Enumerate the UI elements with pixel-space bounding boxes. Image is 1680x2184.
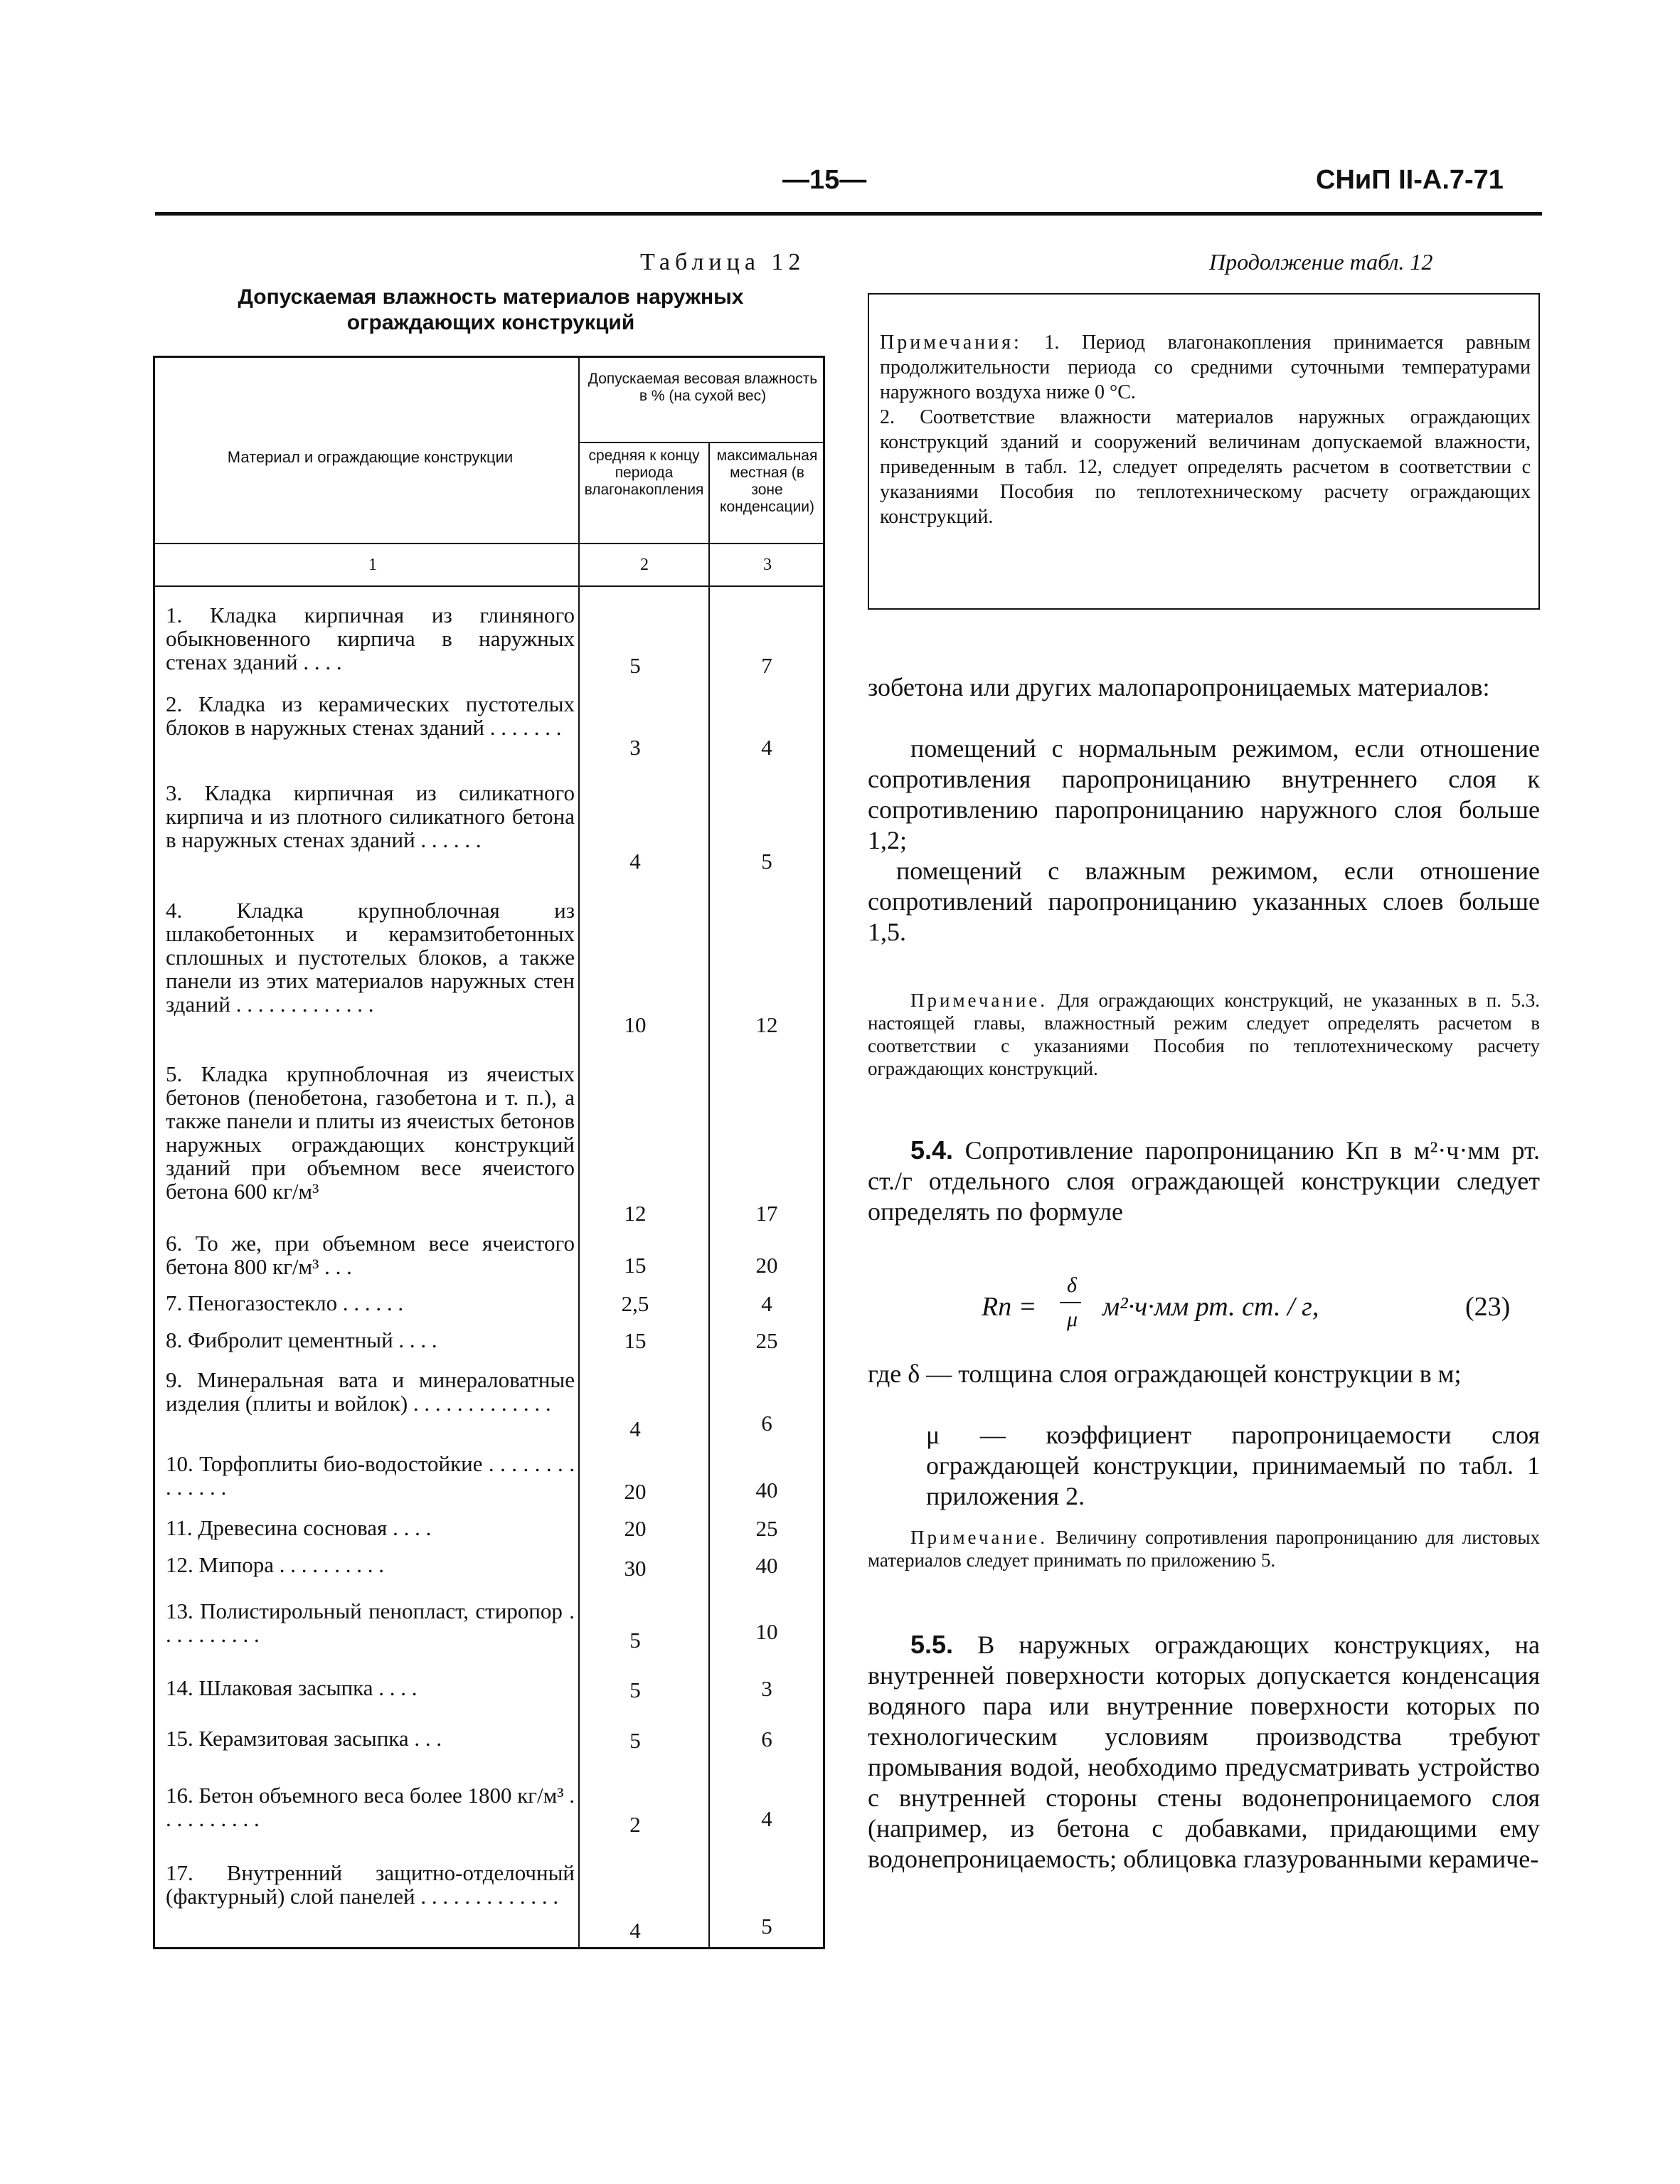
row-max-value: 6: [761, 1411, 772, 1436]
formula-lhs: Rп =: [982, 1292, 1037, 1322]
row-material: 9. Минеральная вата и минераловатные изделия (плиты и войлок) . . . . . . . . . . . . .: [166, 1367, 575, 1416]
row-material: 8. Фибролит цементный . . . .: [166, 1327, 437, 1352]
row-material: 13. Полистирольный пенопласт, стиропор . . . . . . . . . .: [166, 1599, 575, 1647]
row-avg-value: 10: [624, 1012, 647, 1037]
row-max-value: 3: [761, 1676, 772, 1701]
table-continuation-label: Продолжение табл. 12: [1209, 249, 1433, 275]
row-avg-value: 5: [629, 1677, 641, 1702]
colnum-bottom-rule: [155, 585, 824, 587]
table-note-1: [880, 330, 1531, 405]
row-material: 5. Кладка крупноблочная из ячеистых бетонов (пенобетона, газобетона и т. п.), а также панели и плиты из ячеистых бетонов наружных ограждающих конструкций зданий при объемном весе ячеистого бетона 600 кг/м³: [166, 1061, 575, 1204]
row-material: 4. Кладка крупноблочная из шлакобетонных и керамзитобетонных сплошных и пустотелых блоков, а также панели из этих материалов наружных стен зданий . . . . . . . . . . . . .: [166, 898, 575, 1017]
row-max-value: 25: [755, 1328, 778, 1353]
row-max-value: 4: [761, 1806, 772, 1831]
row-avg-value: 3: [629, 735, 641, 760]
row-max-value: 5: [761, 849, 772, 874]
row-avg-value: 5: [629, 1628, 641, 1653]
col-divider-1: [578, 358, 580, 1947]
row-max-value: 4: [761, 735, 772, 760]
col3-header: максимальная местная (в зоне конденсации): [716, 447, 818, 515]
row-material: 3. Кладка кирпичная из силикатного кирпича и из плотного силикатного бетона в наружных стенах зданий . . . . . .: [166, 780, 575, 852]
paragraph-wet-mode: помещений с влажным режимом, если отношение сопротивлений паропроницанию указанных слоев больше 1,5.: [868, 857, 1540, 946]
formula-numerator: δ: [1067, 1273, 1077, 1297]
col-number-1: 1: [368, 556, 377, 574]
row-material: 1. Кладка кирпичная из глиняного обыкновенного кирпича в наружных стенах зданий . . . .: [166, 603, 575, 674]
paragraph-continuation: зобетона или других малопаропроницаемых материалов:: [868, 673, 1490, 701]
col-divider-2: [708, 442, 710, 1947]
row-material: 12. Мипора . . . . . . . . . .: [166, 1552, 385, 1577]
note-5-3-lead: Примечание.: [910, 990, 1048, 1011]
page-number: —15—: [782, 165, 867, 195]
row-material: 6. То же, при объемном весе ячеистого бетона 800 кг/м³ . . .: [166, 1231, 575, 1279]
row-avg-value: 20: [624, 1479, 647, 1504]
group-header: Допускаемая весовая влажность в % (на сухой вес): [588, 371, 818, 404]
formula-units: м²·ч·мм рт. ст. / г,: [1102, 1292, 1319, 1322]
row-max-value: 40: [755, 1478, 778, 1502]
row-max-value: 6: [761, 1727, 772, 1751]
row-max-value: 4: [761, 1291, 772, 1316]
row-max-value: 20: [755, 1253, 778, 1278]
table-note-2: 2. Соответствие влажности материалов наружных ограждающих конструкций зданий и сооружений величинам допускаемой влажности, приведенным в табл. 12, следует определять расчетом в соответствии с указаниями Пособия по теплотехническому расчету ограждающих конструкций.: [880, 406, 1531, 528]
col-number-2: 2: [640, 556, 649, 574]
document-code: СНиП II-А.7-71: [1316, 165, 1504, 195]
row-max-value: 7: [761, 653, 772, 678]
row-avg-value: 2,5: [621, 1291, 649, 1316]
row-max-value: 17: [755, 1201, 778, 1226]
note-5-3: [868, 989, 1540, 1080]
table-notes: [880, 330, 1531, 529]
row-max-value: 25: [755, 1516, 778, 1541]
table-title-line2: ограждающих конструкций: [346, 311, 635, 334]
header-bottom-rule: [155, 543, 824, 544]
formula-denominator: μ: [1067, 1308, 1078, 1331]
notes-lead: Примечания:: [880, 332, 1022, 354]
row-avg-value: 4: [629, 1416, 641, 1441]
paragraph-normal-mode: помещений с нормальным режимом, если отношение сопротивления паропроницанию внутреннего слоя к сопротивлению паропроницанию наружного слоя больше 1,2;: [868, 734, 1540, 854]
table-title: [164, 285, 818, 336]
row-material: 14. Шлаковая засыпка . . . .: [166, 1675, 418, 1700]
row-material: 2. Кладка из керамических пустотелых блоков в наружных стенах зданий . . . . . . .: [166, 691, 575, 740]
row-avg-value: 12: [624, 1201, 647, 1226]
row-avg-value: 4: [629, 849, 641, 874]
note-1-text: 1. Период влагонакопления принимается равным продолжительности периода со средними суточными температурами наружного воздуха ниже 0 °С.: [880, 332, 1531, 403]
row-material: 7. Пеногазостекло . . . . . .: [166, 1290, 404, 1315]
moisture-table: [153, 356, 825, 1949]
row-avg-value: 5: [629, 1728, 641, 1753]
formula-number: (23): [1465, 1292, 1511, 1322]
table-notes-box: [868, 293, 1540, 610]
row-max-value: 12: [755, 1012, 778, 1037]
row-avg-value: 30: [624, 1556, 647, 1581]
formula-fraction-bar: [1060, 1302, 1081, 1303]
group-header-rule: [578, 442, 824, 443]
row-max-value: 5: [761, 1914, 772, 1939]
note-5-3-text: Для ограждающих конструкций, не указанных в п. 5.3. настоящей главы, влажностный режим следует определять расчетом в соответствии с указаниями Пособия по теплотехническому расчету ограждающих конструкций.: [868, 990, 1540, 1079]
col1-header: Материал и ограждающие конструкции: [227, 448, 514, 466]
section-5-4: [868, 1135, 1540, 1227]
header-rule: [155, 212, 1542, 216]
section-5-4-number: 5.4.: [910, 1135, 954, 1165]
col2-header: средняя к концу периода влагонакопления: [584, 447, 704, 498]
note-5-4-lead: Примечание.: [910, 1527, 1048, 1548]
row-avg-value: 15: [624, 1328, 647, 1353]
section-5-5-number: 5.5.: [910, 1630, 954, 1659]
formula-where-delta: где δ — толщина слоя ограждающей конструкции в м;: [868, 1359, 1462, 1388]
row-max-value: 40: [755, 1553, 778, 1578]
row-avg-value: 2: [629, 1812, 641, 1837]
row-max-value: 10: [755, 1619, 778, 1644]
section-5-4-text: Сопротивление паропроницанию Kп в м²·ч·мм рт. ст./г отдельного слоя ограждающей конструкции следует определять по формуле: [868, 1136, 1540, 1226]
row-material: 15. Керамзитовая засыпка . . .: [166, 1726, 442, 1751]
row-avg-value: 5: [629, 653, 641, 678]
formula-where-mu: μ — коэффициент паропроницаемости слоя ограждающей конструкции, принимаемый по табл. 1 приложения 2.: [926, 1421, 1540, 1510]
col-number-3: 3: [763, 556, 772, 574]
row-material: 17. Внутренний защитно-отделочный (фактурный) слой панелей . . . . . . . . . . . . .: [166, 1860, 575, 1909]
row-material: 10. Торфоплиты био-водостойкие . . . . . . . . . . . . . .: [166, 1451, 575, 1500]
section-5-5-text: В наружных ограждающих конструкциях, на внутренней поверхности которых допускается конденсация водяного пара или внутренние поверхности которых по технологическим условиям производства требуют промывания водой, необходимо предусматривать устройство с внутренней стороны стены водонепроницаемого слоя (например, из бетона с добавками, придающими ему водонепроницаемость; облицовка глазурованными керамиче-: [868, 1631, 1540, 1873]
row-avg-value: 4: [629, 1918, 641, 1943]
table-title-line1: Допускаемая влажность материалов наружных: [238, 285, 744, 309]
row-avg-value: 20: [624, 1516, 647, 1541]
row-material: 16. Бетон объемного веса более 1800 кг/м³ . . . . . . . . . .: [166, 1783, 575, 1831]
note-5-4-text: Величину сопротивления паропроницанию для листовых материалов следует принимать по приложению 5.: [868, 1527, 1541, 1571]
section-5-5: [868, 1629, 1540, 1875]
row-material: 11. Древесина сосновая . . . .: [166, 1515, 432, 1540]
row-avg-value: 15: [624, 1253, 647, 1278]
table-label: Таблица 12: [640, 249, 806, 275]
note-5-4: [868, 1526, 1540, 1571]
